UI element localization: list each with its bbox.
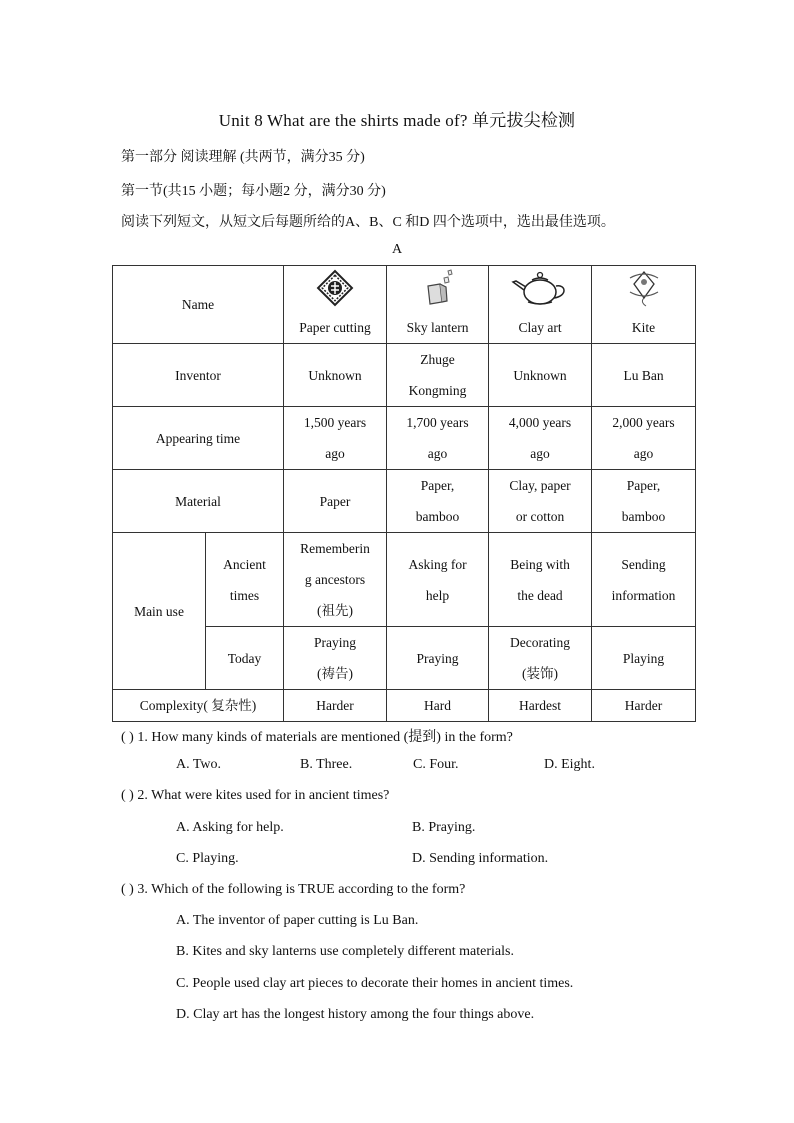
main-use-label: Main use xyxy=(113,533,206,690)
table-row xyxy=(113,533,696,627)
table-row xyxy=(113,690,696,722)
inventor-cell xyxy=(489,344,592,407)
item-label: Clay art xyxy=(518,320,562,335)
cell-line: ago xyxy=(530,446,550,461)
name-label: Name xyxy=(113,266,284,344)
table-row xyxy=(113,407,696,470)
q2-option-a: A. Asking for help. xyxy=(176,820,284,835)
cell-line: Unknown xyxy=(308,367,362,383)
appearing-time-label: Appearing time xyxy=(113,407,284,470)
inventor-cell xyxy=(592,344,696,407)
cell-line: Decorating xyxy=(510,635,570,650)
question-1: ( ) 1. How many kinds of materials are mentioned (提到) in the form? xyxy=(121,730,513,745)
q3-option-c: C. People used clay art pieces to decorate their homes in ancient times. xyxy=(176,976,574,991)
table-row xyxy=(113,470,696,533)
time-cell xyxy=(387,407,489,470)
cell-line: Rememberin xyxy=(300,541,370,556)
material-cell xyxy=(489,470,592,533)
cell-line: Praying xyxy=(314,635,357,650)
cell-line: Ancient xyxy=(223,556,266,572)
item-cell xyxy=(489,266,592,344)
inventor-label: Inventor xyxy=(113,344,284,407)
cell-line: Paper, xyxy=(626,478,661,493)
item-label: Kite xyxy=(631,320,656,335)
cell-line: bamboo xyxy=(621,509,666,524)
q1-option-d: D. Eight. xyxy=(544,757,595,772)
item-label: Paper cutting xyxy=(299,320,371,335)
today-label: Today xyxy=(206,627,284,690)
cell-line: Playing xyxy=(622,650,665,666)
cell-line: Unknown xyxy=(513,367,567,383)
passage-label: A xyxy=(391,242,403,257)
ancient-use-cell xyxy=(592,533,696,627)
today-use-cell xyxy=(387,627,489,690)
item-label: Sky lantern xyxy=(406,320,469,335)
cell-line: Zhuge xyxy=(420,352,455,367)
today-use-cell xyxy=(592,627,696,690)
complexity-label: Complexity( 复杂性) xyxy=(113,690,284,722)
cell-line: Sending xyxy=(621,556,666,572)
cell-line: 4,000 years xyxy=(508,415,572,430)
inventor-cell xyxy=(387,344,489,407)
cell-line: g ancestors xyxy=(304,572,366,587)
complexity-cell: Harder xyxy=(592,690,696,722)
teapot-icon xyxy=(491,268,589,312)
material-label: Material xyxy=(113,470,284,533)
q2-option-d: D. Sending information. xyxy=(412,851,549,866)
item-cell xyxy=(284,266,387,344)
cell-line: Asking for xyxy=(408,556,467,572)
material-cell xyxy=(284,470,387,533)
today-use-cell xyxy=(489,627,592,690)
cell-line: ago xyxy=(633,446,654,461)
q2-option-b: B. Praying. xyxy=(412,820,476,835)
q3-option-a: A. The inventor of paper cutting is Lu Ban. xyxy=(176,913,419,928)
cell-line: bamboo xyxy=(415,509,460,524)
complexity-cell: Harder xyxy=(284,690,387,722)
item-cell xyxy=(387,266,489,344)
question-3: ( ) 3. Which of the following is TRUE according to the form? xyxy=(121,882,466,897)
ancient-times-label xyxy=(206,533,284,627)
question-2: ( ) 2. What were kites used for in ancient times? xyxy=(121,788,390,803)
complexity-cell: Hard xyxy=(387,690,489,722)
cell-line: times xyxy=(229,587,260,603)
cell-line: Praying xyxy=(416,650,459,666)
ancient-use-cell xyxy=(489,533,592,627)
document-title: Unit 8 What are the shirts made of? 单元拔尖检测 xyxy=(218,111,576,130)
item-cell xyxy=(592,266,696,344)
q3-option-b: B. Kites and sky lanterns use completely different materials. xyxy=(176,944,514,959)
time-cell xyxy=(489,407,592,470)
q2-option-c: C. Playing. xyxy=(176,851,239,866)
q3-option-d: D. Clay art has the longest history among the four things above. xyxy=(176,1007,535,1022)
q1-option-c: C. Four. xyxy=(413,757,459,772)
cell-line: ago xyxy=(427,446,448,461)
cell-line: (祷告) xyxy=(317,666,354,681)
cell-line: Paper, xyxy=(420,478,455,493)
cell-line: 2,000 years xyxy=(612,415,675,430)
table-row xyxy=(113,266,696,344)
material-cell xyxy=(387,470,489,533)
cell-line: Being with xyxy=(510,556,570,572)
ancient-use-cell xyxy=(284,533,387,627)
cell-line: Lu Ban xyxy=(623,367,664,383)
ancient-use-cell xyxy=(387,533,489,627)
cell-line: (祖先) xyxy=(317,603,354,618)
q1-option-a: A. Two. xyxy=(176,757,222,772)
today-use-cell xyxy=(284,627,387,690)
time-cell xyxy=(284,407,387,470)
cell-line: Clay, paper xyxy=(509,478,571,493)
cell-line: 1,500 years xyxy=(303,415,367,430)
part-heading: 第一部分 阅读理解 (共两节，满分35 分) xyxy=(121,150,365,165)
cell-line: ago xyxy=(325,446,345,461)
material-cell xyxy=(592,470,696,533)
inventor-cell xyxy=(284,344,387,407)
kite-icon xyxy=(594,268,693,312)
paper-cutting-icon xyxy=(286,268,384,312)
info-table xyxy=(112,265,696,722)
cell-line: the dead xyxy=(517,587,563,603)
table-row xyxy=(113,344,696,407)
q1-option-b: B. Three. xyxy=(300,757,353,772)
cell-line: information xyxy=(611,587,676,603)
cell-line: Kongming xyxy=(408,383,467,398)
cell-line: or cotton xyxy=(515,509,565,524)
time-cell xyxy=(592,407,696,470)
complexity-cell: Hardest xyxy=(489,690,592,722)
cell-line: help xyxy=(425,587,450,603)
instruction-text: 阅读下列短文，从短文后每题所给的A、B、C 和D 四个选项中，选出最佳选项。 xyxy=(121,215,615,230)
cell-line: (装饰) xyxy=(522,666,559,681)
cell-line: Paper xyxy=(319,493,351,509)
section-heading: 第一节(共15 小题；每小题2 分，满分30 分) xyxy=(121,184,386,199)
sky-lantern-icon xyxy=(389,268,486,312)
cell-line: 1,700 years xyxy=(406,415,469,430)
